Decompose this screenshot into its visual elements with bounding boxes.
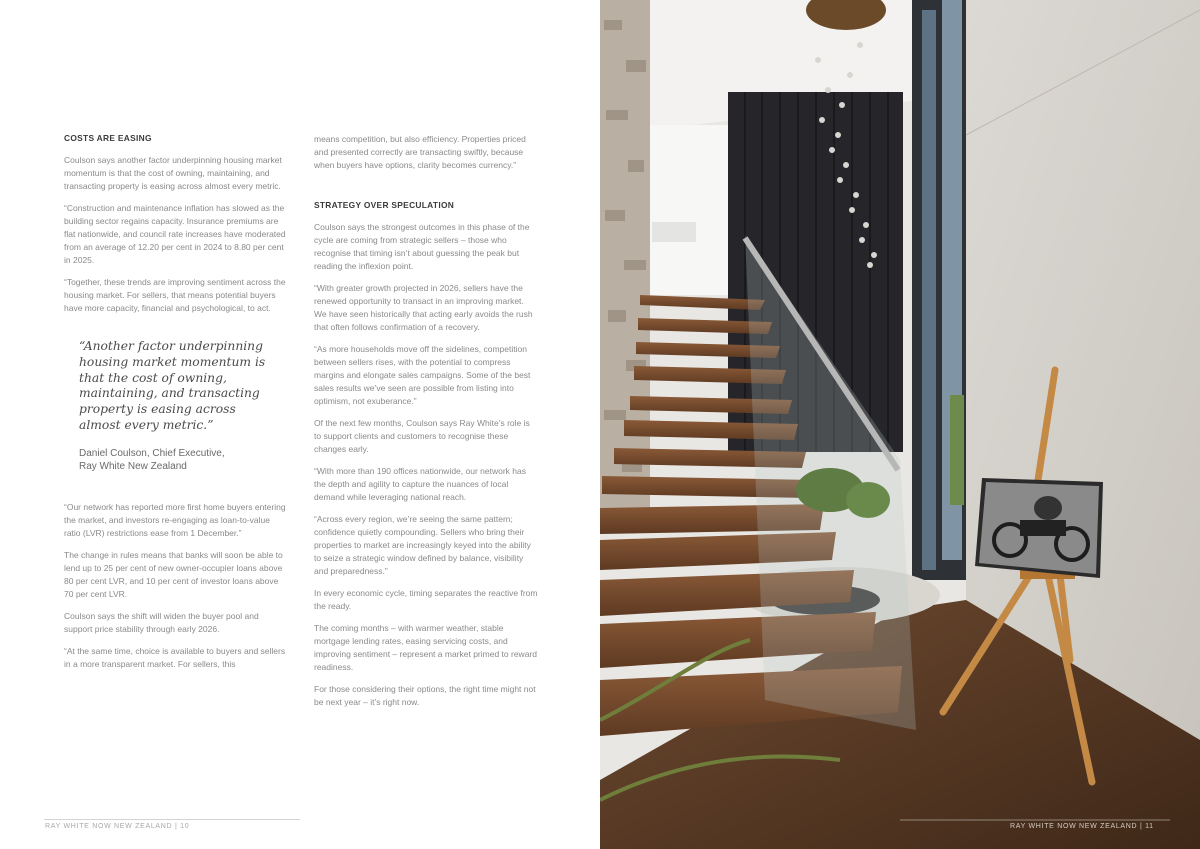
section-heading-strategy: STRATEGY OVER SPECULATION	[314, 200, 455, 210]
paragraph: In every economic cycle, timing separates the reactive from the ready.	[314, 588, 538, 611]
pull-quote-text: “Another factor underpinning housing market momentum is that the cost of owning, maintaining, and transacting property is easing across almost every metric.”	[79, 339, 266, 432]
section-heading-costs: COSTS ARE EASING	[64, 133, 152, 143]
paragraph: “As more households move off the sidelines, competition between sellers rises, with the potential to compress margins and elongate sales campaigns. Some of the best sales results we’ve seen are possible from listing into optimism, not exuberance.”	[314, 344, 531, 406]
paragraph: “Construction and maintenance inflation has slowed as the building sector regains capacity. Insurance premiums are flat nationwide, and council rate increases have moderated from an average of 12.20 per cent in 2024 to 8.80 per cent in 2025.	[64, 203, 286, 265]
paragraph: “Our network has reported more first home buyers entering the market, and investors re-engaging as loan-to-value ratio (LVR) restrictions ease from 1 December.”	[64, 501, 286, 538]
staircase-photo	[600, 0, 1200, 849]
text-column-2	[314, 133, 538, 718]
paragraph: Of the next few months, Coulson says Ray White’s role is to support clients and customers to recognise these changes early.	[314, 418, 530, 454]
paragraph: “With more than 190 offices nationwide, our network has the depth and agility to capture the nuances of local demand while leveraging national reach.	[314, 466, 526, 502]
paragraph: “Together, these trends are improving sentiment across the housing market. For sellers, that means potential buyers have more capacity, financial and psychological, to act.	[64, 277, 286, 313]
paragraph: The coming months – with warmer weather, stable mortgage lending rates, easing servicing costs, and improving sentiment – represent a market primed to reward readiness.	[314, 623, 537, 672]
paragraph: The change in rules means that banks will soon be able to lend up to 25 per cent of new owner-occupier loans above 80 per cent LVR, and 10 per cent of investor loans above 70 per cent LVR.	[64, 549, 283, 599]
paragraph-continuation: means competition, but also efficiency. Properties priced and presented correctly are transacting swiftly, because when buyers have options, clarity becomes currency.”	[314, 134, 526, 170]
staircase-photo-illustration	[600, 0, 1200, 849]
footer-right: RAY WHITE NOW NEW ZEALAND | 11	[1010, 823, 1154, 830]
paragraph: “Across every region, we’re seeing the same pattern; confidence quietly compounding. Sellers who bring their properties to market are increasingly keyed into the ability to seize a strategic window defined by balance, visibility and preparedness.”	[314, 514, 531, 576]
paragraph: Coulson says another factor underpinning housing market momentum is that the cost of owning, maintaining, and transacting property is easing across almost every metric.	[64, 155, 282, 191]
paragraph: “At the same time, choice is available to buyers and sellers in a more transparent market. For sellers, this	[64, 645, 286, 669]
footer-left: RAY WHITE NOW NEW ZEALAND | 10	[45, 823, 190, 830]
paragraph: Coulson says the strongest outcomes in this phase of the cycle are coming from strategic sellers – those who recognise that timing isn’t about guessing the peak but reading the inflexion point.	[314, 222, 530, 271]
paragraph: “With greater growth projected in 2026, sellers have the renewed opportunity to transact in an improving market. We have seen historically that acting early avoids the rush that often follows confirmation of a recovery.	[314, 283, 533, 332]
quote-attribution-name: Daniel Coulson, Chief Executive,	[79, 447, 225, 459]
pull-quote	[79, 339, 269, 473]
paragraph: Coulson says the shift will widen the buyer pool and support price stability through early 2026.	[64, 610, 259, 634]
footer-rule-left	[44, 819, 300, 820]
quote-attribution-org: Ray White New Zealand	[79, 460, 187, 472]
paragraph: For those considering their options, the right time might not be next year – it’s right now.	[314, 684, 536, 707]
text-column-1	[64, 133, 288, 680]
